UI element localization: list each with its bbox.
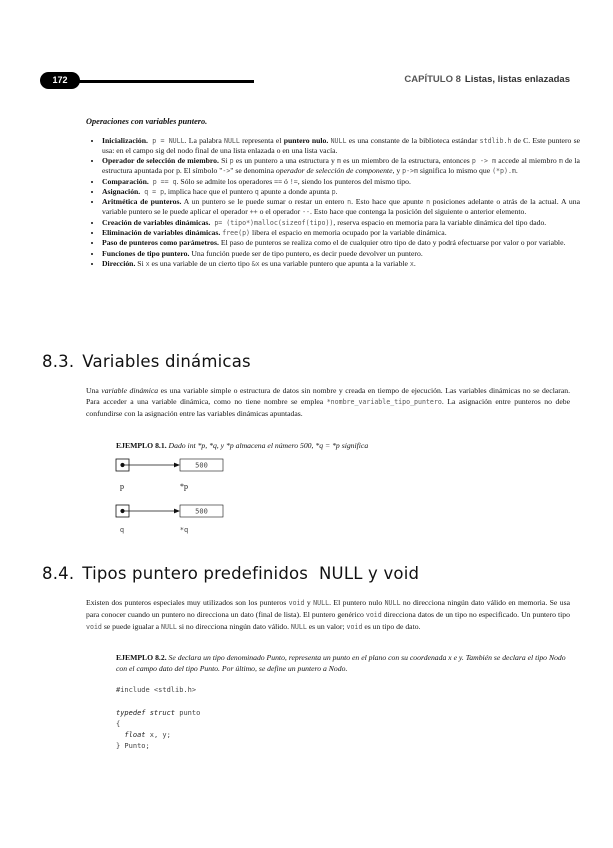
target-q-value: 500 [195,507,208,516]
inline-code: p = NULL [147,137,185,145]
list-item [102,259,580,269]
text-run: Si [135,258,146,268]
text-run: de C. Este puntero se usa: en el campo sig del nodo final de una lista enlazada o en una lista vacía. [102,136,581,156]
term: Paso de punteros como parámetros. [102,238,219,248]
text-run: es un tipo de dato. [362,622,421,631]
inline-code: stdlib.h [479,137,512,145]
inline-code: n [426,198,431,207]
text-run: . La palabra [184,136,224,145]
italic-text: operador de selección de componente [275,166,393,176]
text-run: , y [392,166,403,176]
text-run: Una función puede ser de tipo puntero, es decir puede devolver un puntero. [189,248,423,258]
text-run: . [335,187,338,197]
text-run: es un miembro de la estructura, entonces [340,156,472,166]
text-run: , implica hace que el puntero [164,187,255,197]
running-head [404,74,570,85]
inline-code: != [289,177,298,186]
text-run: se puede igualar a [101,622,162,631]
label-star-p: *p [180,482,188,491]
pointer-diagram [104,455,304,535]
code-line [116,685,200,696]
text-run: A un puntero se le puede sumar o restar un entero [181,197,348,207]
inline-code: NULL [161,623,177,631]
code-line [116,741,200,752]
text-run: apunte a donde apunta [258,187,332,197]
text-run: significa lo mismo que [417,166,493,176]
section-number: 8.4. [42,564,75,583]
inline-code: x [145,259,150,268]
text-run: . Esto hace que apunte [351,197,427,207]
text-run: El paso de punteros se realiza como el de cualquier otro tipo de dato y podrá efectuarse por valor o por variable. [218,238,566,248]
text-run: " se denomina [230,166,276,176]
example-label: EJEMPLO 8.2. [116,653,167,662]
italic-text: variable dinámica [101,386,159,395]
inline-code: q = p [140,188,165,197]
text-run: Si [218,156,230,166]
inline-code: -> [222,167,231,176]
section-8-3-paragraph [86,385,570,419]
text-run: es una variable de un cierto tipo [149,258,252,268]
section-number: 8.3. [42,352,75,371]
section-title: Tipos puntero predefinidos NULL y void [82,564,420,583]
term: Inicialización. [102,136,148,145]
list-item [102,218,580,228]
chapter-title: Listas, listas enlazadas [464,74,570,85]
inline-code: NULL [223,137,240,145]
list-item [102,177,580,187]
text-run: si no direcciona ningún dato válido. [176,622,291,631]
inline-code: p [229,157,234,166]
inline-code: *nombre_variable_tipo_puntero [326,398,442,406]
text-run: . El puntero nulo [329,598,385,607]
term: Comparación. [102,176,149,186]
example-8-1 [116,440,570,451]
code-keyword: typedef struct [116,708,176,717]
inline-code: p -> m [471,157,497,166]
list-item [102,187,580,197]
term: Creación de variables dinámicas. [102,217,211,227]
example-caption: Dado int *p, *q, y *p almacena el número 500, *q = *p significa [168,441,369,450]
text-run: representa el [239,136,284,145]
inline-code: void [365,611,382,619]
inline-code: p->m [402,167,418,176]
text-run: es una variable simple o estructura de datos sin nombre y creada en tiempo de ejecución. Las variables dinámicas no se declaran. Para acceder a una variable dinámica, como no tiene nombre se emplea [86,386,571,406]
term: Dirección. [102,258,136,268]
target-p-value: 500 [195,461,208,470]
term: Asignación. [102,187,141,197]
inline-code: m [558,157,563,166]
text-run: . Sólo se admite los operadores [176,176,275,186]
code-text [116,697,120,705]
section-title: Variables dinámicas [82,352,251,371]
list-item [102,197,580,217]
example-caption: Se declara un tipo denominado Punto, representa un punto en el plano con su coordenada x e y. También se declara el tipo Nodo con el campo dato del tipo Punto. Por último, se define un puntero a Nodo. [116,653,566,673]
inline-code: x [409,259,414,268]
inline-code: p= (tipo*)malloc(sizeof(tipo)) [210,218,334,227]
inline-code: void [288,599,305,607]
text-run: posiciones adelante o atrás de la actual. A una variable puntero se le puede aplicar el operador [102,197,581,217]
page-header [40,71,570,91]
label-p: p [120,482,124,491]
text-run: o el operador [257,207,303,217]
text-run: es un puntero a una estructura y [233,156,337,166]
text-run: , reserva espacio en memoria para la variable dinámica del tipo dado. [333,217,547,227]
list-item [102,156,580,176]
label-q: q [119,526,125,534]
inline-code: == [274,177,283,186]
code-text: x, y; [145,731,171,740]
text-run: no direcciona ningún dato válido en memoria. Se usa para conocer cuando un puntero no direcciona un dato (final de lista). El puntero genérico [86,598,570,619]
pointer-q-dot [120,509,124,513]
list-item [102,249,580,259]
text-run: accede al miembro [496,156,559,166]
text-run: . La asignación entre punteros no debe confundirse con la asignación entre las variables dinámicas apuntadas. [86,397,570,418]
inline-code: -- [302,208,311,217]
list-item [102,238,580,248]
text-run: de la estructura apuntada por p. El símbolo " [102,156,580,176]
text-run: libera el espacio en memoria ocupado por la variable dinámica. [250,227,447,237]
text-run: es un valor; [306,622,347,631]
text-run: . [413,258,416,268]
code-keyword: float [116,731,146,740]
text-run: Existen dos punteros especiales muy utilizados son los punteros [86,598,289,607]
term: Aritmética de punteros. [102,197,182,207]
chapter-number: CAPÍTULO 8 [404,74,461,85]
inline-code: p == q [148,177,177,186]
text-run: . Esto hace que contenga la posición del siguiente o anterior elemento. [310,207,527,217]
label-star-q: *q [179,526,189,534]
inline-code: NULL [290,623,307,631]
code-line [116,719,200,730]
ops-list [92,136,580,269]
inline-code: p [331,188,336,197]
section-heading-8-4 [42,564,419,583]
section-heading-8-3 [42,352,251,371]
inline-code: void [86,623,102,631]
inline-code: (*p).m [492,167,516,176]
inline-code: m [337,157,341,166]
ops-heading: Operaciones con variables puntero. [86,117,208,126]
code-text: } Punto; [116,742,150,751]
code-line [116,730,200,741]
code-text: { [116,719,121,728]
section-8-4-paragraph [86,597,570,633]
inline-code: NULL [384,599,401,607]
inline-code: &x [251,259,260,268]
code-line [116,708,200,719]
inline-code: NULL [330,137,347,145]
text-run: . [515,166,518,176]
example-label: EJEMPLO 8.1. [116,441,167,450]
code-line [116,696,200,707]
term: Eliminación de variables dinámicas. [102,227,221,237]
text-run: es una constante de la biblioteca estándar [346,136,480,145]
bold-text: puntero nulo. [283,136,329,145]
pointer-q-arrowhead [174,509,180,514]
inline-code: q [254,188,259,197]
code-listing [116,685,200,753]
example-8-2 [116,652,570,674]
inline-code: ++ [249,208,258,217]
inline-code: void [346,623,363,631]
text-run: , siendo los punteros del mismo tipo. [297,176,411,186]
text-run: direcciona datos de un tipo no especificado. Un puntero tipo [381,610,570,619]
list-item [102,136,580,156]
term: Operador de selección de miembro. [102,156,219,166]
code-text: punto [175,708,201,717]
text-run: es una variable puntero que apunta a la variable [259,258,410,268]
text-run: ó [282,176,290,186]
inline-code: free(p) [222,228,251,237]
header-rule [76,80,254,83]
pointer-p-dot [120,463,124,467]
list-item [102,228,580,238]
term: Funciones de tipo puntero. [102,248,190,258]
text-run: y [304,598,314,607]
text-run: Una [86,386,102,395]
inline-code: n [347,198,352,207]
code-text: #include <stdlib.h> [116,686,197,694]
pointer-p-arrowhead [174,463,180,468]
page-number: 172 [40,72,80,89]
inline-code: NULL [313,599,330,607]
